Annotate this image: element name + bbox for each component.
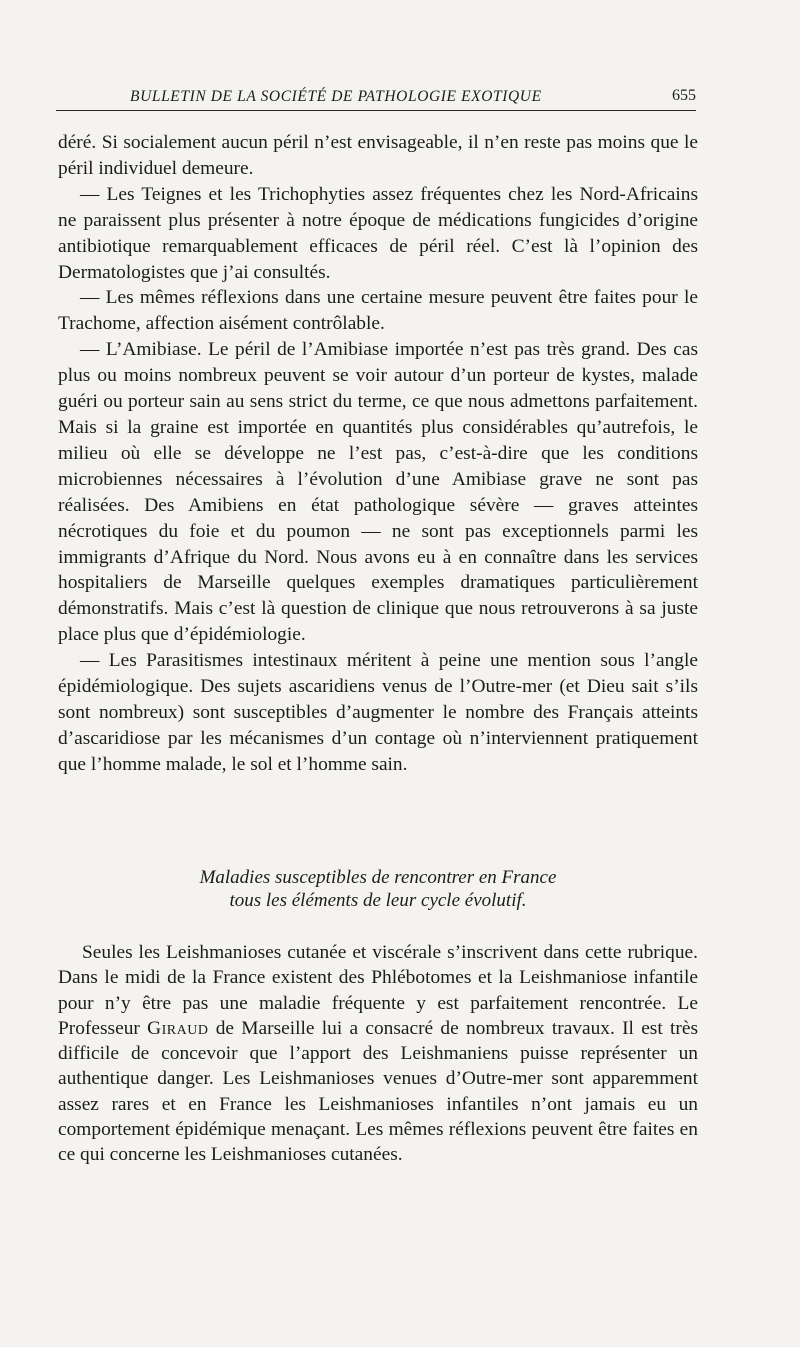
section-heading <box>58 866 698 912</box>
paragraph-amibiase: — L’Amibiase. Le péril de l’Amibiase importée n’est pas très grand. Des cas plus ou moins nombreux peuvent se voir autour d’un porteur de kystes, malade guéri ou porteur sain au sens strict du terme, ce que nous admettons parfaitement. Mais si la graine est importée en quantités plus considérables qu’autrefois, le milieu où elle se développe ne l’est pas, c’est-à-dire que les conditions microbiennes nécessaires à l’évolution d’une Amibiase grave ne sont pas réalisées. Des Amibiens en état pathologique sévère — graves atteintes nécrotiques du foie et du poumon — ne sont pas exceptionnels parmi les immigrants d’Afrique du Nord. Nous avons eu à en connaître dans les services hospitaliers de Marseille quelques exemples dramatiques particulièrement démonstratifs. Mais c’est là question de clinique que nous retrouverons à sa juste place plus que d’épidémiologie. <box>58 339 698 646</box>
author-name-giraud: Giraud <box>147 1017 209 1039</box>
running-head <box>56 84 696 111</box>
paragraph-continuation: déré. Si socialement aucun péril n’est envisageable, il n’en reste pas moins que le péril individuel demeure. <box>58 132 698 179</box>
paragraph-leishmanioses-start: Seules les Leishmanioses cutanée et viscérale s’inscrivent dans cette rubrique. Dans le midi de la France existent des Phlébotomes et la Leishmaniose infantile pour n’y être pas une maladie fréquente y est parfaitement rencontrée. Le Professeur <box>58 942 698 1039</box>
body-text-upper <box>58 130 698 778</box>
section-heading-line-1: Maladies susceptibles de rencontrer en France <box>199 867 557 888</box>
section-heading-line-2: tous les éléments de leur cycle évolutif. <box>229 890 527 911</box>
paragraph-leishmanioses <box>58 940 698 1168</box>
paragraph-parasitismes: — Les Parasitismes intestinaux méritent à peine une mention sous l’angle épidémiologique. Des sujets ascaridiens venus de l’Outre-mer (et Dieu sait s’ils sont nombreux) sont susceptibles d’augmenter le nombre des Français atteints d’ascaridiose par les mécanismes d’un contage où n’interviennent pratiquement que l’homme malade, le sol et l’homme sain. <box>58 650 698 775</box>
paragraph-trachome: — Les mêmes réflexions dans une certaine mesure peuvent être faites pour le Trachome, affection aisément contrôlable. <box>58 287 698 335</box>
page-number: 655 <box>672 87 696 104</box>
running-title: BULLETIN DE LA SOCIÉTÉ DE PATHOLOGIE EXOTIQUE <box>130 88 542 105</box>
paragraph-teignes: — Les Teignes et les Trichophyties assez fréquentes chez les Nord-Africains ne paraissent plus présenter à notre époque de médications fungicides d’origine antibiotique remarquablement efficaces de péril réel. C’est là l’opinion des Dermatologistes que j’ai consultés. <box>58 183 698 283</box>
body-text-lower <box>58 940 698 1168</box>
paragraph-leishmanioses-end: de Marseille lui a consacré de nombreux travaux. Il est très difficile de concevoir que l’apport des Leishmaniens puisse représenter un authentique danger. Les Leishmanioses venues d’Outre-mer sont apparemment assez rares et en France les Leishmanioses infantiles n’ont jamais eu un comportement épidémique menaçant. Les mêmes réflexions peuvent être faites en ce qui concerne les Leishmanioses cutanées. <box>58 1017 698 1166</box>
